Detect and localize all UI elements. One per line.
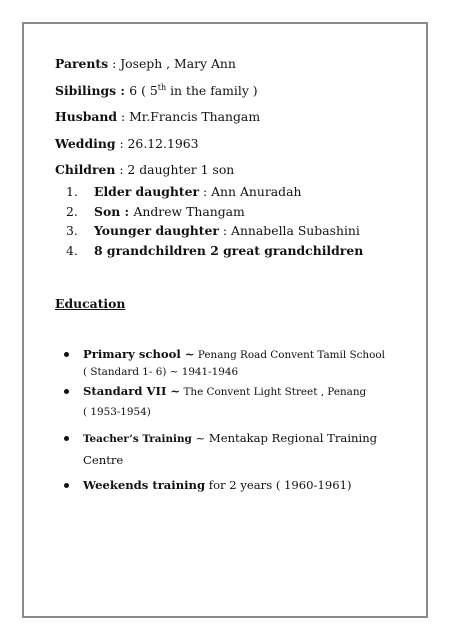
husband-line (55, 109, 415, 125)
parents-label: Parents (55, 56, 109, 71)
children-line (55, 162, 415, 178)
education-label: Standard VII ~ (83, 384, 181, 398)
child-value: : Annabella Subashini (218, 223, 360, 238)
children-value: : 2 daughter 1 son (115, 162, 235, 177)
child-value: Andrew Thangam (133, 203, 245, 219)
list-item (55, 428, 385, 471)
list-item (55, 202, 415, 222)
children-list (55, 182, 415, 260)
wedding-label: Wedding (55, 135, 116, 151)
child-label: Son : (94, 203, 134, 219)
bullet-icon (64, 436, 69, 441)
list-number: 2. (66, 203, 78, 219)
bullet-icon (64, 483, 69, 488)
siblings-value-end: in the family ) (166, 82, 258, 98)
siblings-value: 6 ( 5 (129, 82, 158, 98)
education-value: ~ Mentakap Regional Training Centre (83, 431, 378, 467)
siblings-line (55, 83, 415, 99)
parents-line (55, 56, 415, 72)
personal-details (55, 56, 415, 260)
list-number: 3. (66, 223, 78, 238)
list-item (55, 241, 415, 261)
bullet-icon (64, 389, 69, 394)
children-label: Children (55, 162, 116, 177)
child-label: Elder daughter (94, 184, 200, 199)
list-item (55, 477, 385, 493)
child-value: : Ann Anuradah (199, 184, 302, 199)
list-number: 4. (66, 242, 78, 258)
wedding-line (55, 136, 415, 152)
parents-value: : Joseph , Mary Ann (108, 56, 236, 71)
education-value: The Convent Light Street , Penang (180, 386, 367, 398)
list-item (55, 383, 385, 420)
education-heading: Education (55, 296, 126, 311)
education-value: for 2 years ( 1960-1961) (205, 478, 352, 492)
husband-label: Husband (55, 109, 118, 124)
child-label: 8 grandchildren 2 great grandchildren (94, 242, 364, 258)
husband-value: : Mr.Francis Thangam (117, 109, 261, 124)
education-label: Primary school ~ (83, 347, 195, 361)
list-item (55, 221, 415, 241)
education-value-dates: ( 1953-1954) (83, 406, 151, 418)
education-label: Teacher’s Training (83, 433, 192, 445)
wedding-value: : 26.12.1963 (115, 135, 199, 151)
bullet-icon (64, 352, 69, 357)
list-number: 1. (66, 184, 78, 199)
list-item (55, 182, 415, 202)
list-item (55, 346, 385, 380)
siblings-superscript: th (157, 82, 167, 92)
education-label: Weekends training (83, 478, 206, 492)
siblings-label: Sibilings : (55, 82, 130, 98)
child-label: Younger daughter (94, 223, 219, 238)
education-list (55, 346, 385, 493)
education-value: Penang Road Convent Tamil School ( Standard 1- 6) ~ 1941-1946 (83, 349, 385, 378)
